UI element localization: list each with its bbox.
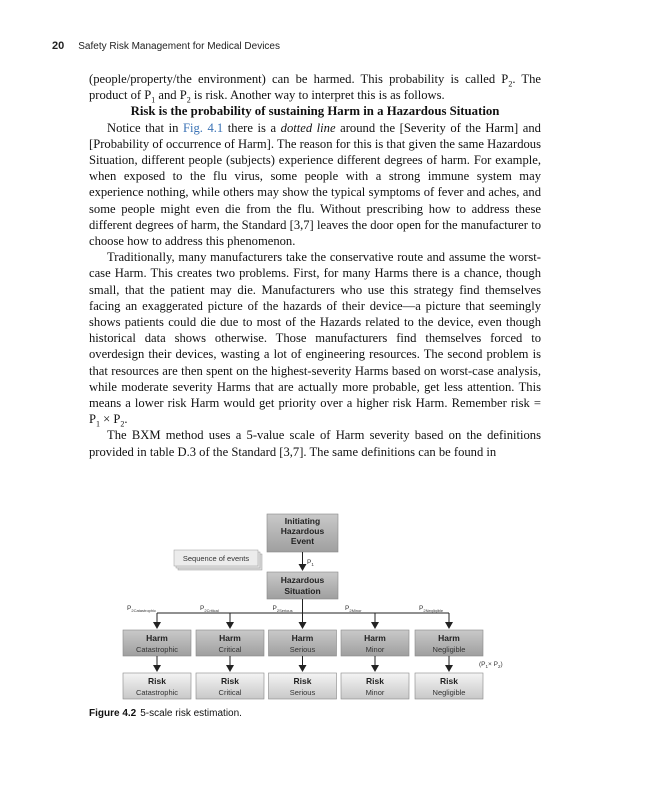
p2-label-catastrophic: $P_{2Catastrophic}$ — [127, 605, 157, 613]
figure-caption-text: 5-scale risk estimation. — [140, 708, 242, 719]
harm-severity-serious: Serious — [289, 645, 316, 654]
p1-label: $P_1$ — [307, 559, 314, 567]
figure-label: Figure 4.2 — [89, 708, 137, 719]
figure-link[interactable]: Fig. 4.1 — [182, 120, 224, 135]
risk-title-negligible: Risk — [440, 676, 458, 686]
p2-label-serious: $P_{2Serious}$ — [272, 605, 293, 613]
harm-title-critical: Harm — [219, 633, 241, 643]
paragraph-3: The BXM method uses a 5-value scale of Harm severity based on the definitions provided in table D.3 of the Standard [3,7]. The same definitions can be found in — [89, 428, 541, 459]
harm-severity-minor: Minor — [365, 645, 385, 654]
risk-severity-minor: Minor — [365, 688, 385, 697]
risk-estimation-diagram — [115, 512, 515, 706]
risk-title-catastrophic: Risk — [148, 676, 166, 686]
risk-severity-negligible: Negligible — [432, 688, 466, 697]
harm-title-minor: Harm — [364, 633, 386, 643]
harm-severity-critical: Critical — [218, 645, 242, 654]
risk-severity-catastrophic: Catastrophic — [135, 688, 179, 697]
paragraph-2: Traditionally, many manufacturers take the conservative route and assume the worst-case Harm. This creates two problems. First, for many Harms there is a chance, though small, that the patient may die. Manufacturers who use this strategy find themselves facing an exaggerated picture of the hazards of their device—a picture that seemingly shows patients could die due to most of the Hazards related to the device, even though historical data shows otherwise. Those manufacturers find themselves forced to overdesign their devices, wasting a lot of engineering resources. The second problem is that resources are then spent on the highest-severity Harms based on worst-case analysis, while moderate severity Harms that are actually more probable, get less attention. This means a lower risk Harm would get priority over a higher risk Harm. Remember risk = $P_1 \times P_2$. — [89, 250, 541, 429]
harm-title-serious: Harm — [291, 633, 314, 643]
product-label: $(P_1\times P_2)$ — [479, 661, 503, 669]
initiating-line-2: Hazardous — [280, 526, 325, 536]
p2-label-critical: $P_{2Critical}$ — [200, 605, 219, 613]
harm-severity-catastrophic: Catastrophic — [135, 645, 179, 654]
paragraph-0: (people/property/the environment) can be harmed. This probability is called $P_2$. The product of $P_1$ and $P_2$ is risk. Another way to interpret this is as follows. — [89, 72, 541, 105]
p2-label-negligible: $P_{2Negligible}$ — [419, 605, 444, 613]
initiating-line-3: Event — [290, 536, 315, 546]
risk-title-serious: Risk — [293, 676, 312, 686]
risk-title-critical: Risk — [221, 676, 239, 686]
running-title: Safety Risk Management for Medical Devices — [78, 41, 280, 52]
risk-severity-critical: Critical — [218, 688, 242, 697]
harm-title-catastrophic: Harm — [146, 633, 168, 643]
page-number: 20 — [52, 40, 65, 52]
figure-caption — [89, 708, 242, 719]
harm-title-negligible: Harm — [438, 633, 460, 643]
running-header — [52, 40, 280, 52]
initiating-line-1: Initiating — [284, 516, 321, 526]
hazardous-line-1: Hazardous — [280, 575, 325, 585]
harm-severity-negligible: Negligible — [432, 645, 466, 654]
risk-title-minor: Risk — [366, 676, 384, 686]
section-heading: Risk is the probability of sustaining Harm in a Hazardous Situation — [130, 104, 500, 119]
risk-severity-serious: Serious — [289, 688, 316, 697]
body-text — [89, 71, 541, 460]
paragraph-1: Notice that in Fig. 4.1 there is a dotted line around the [Severity of the Harm] and [Probability of occurrence of Harm]. The reason for this is that given the same Hazardous Situation, different people (subjects) experience different degrees of harm. For example, when exposed to the flu virus, some people with a strong immune system may experience nothing, while others may show the typical symptoms of fever and aches, and some people might even die from the flu. Without prescribing how to address these different degrees of harm, the Standard [3,7] leaves the door open for the manufacturer to choose how to address this phenomenon. — [89, 120, 541, 249]
p2-label-minor: $P_{2Minor}$ — [345, 605, 362, 613]
hazardous-line-2: Situation — [284, 586, 321, 596]
sequence-of-events-label: Sequence of events — [182, 554, 250, 563]
